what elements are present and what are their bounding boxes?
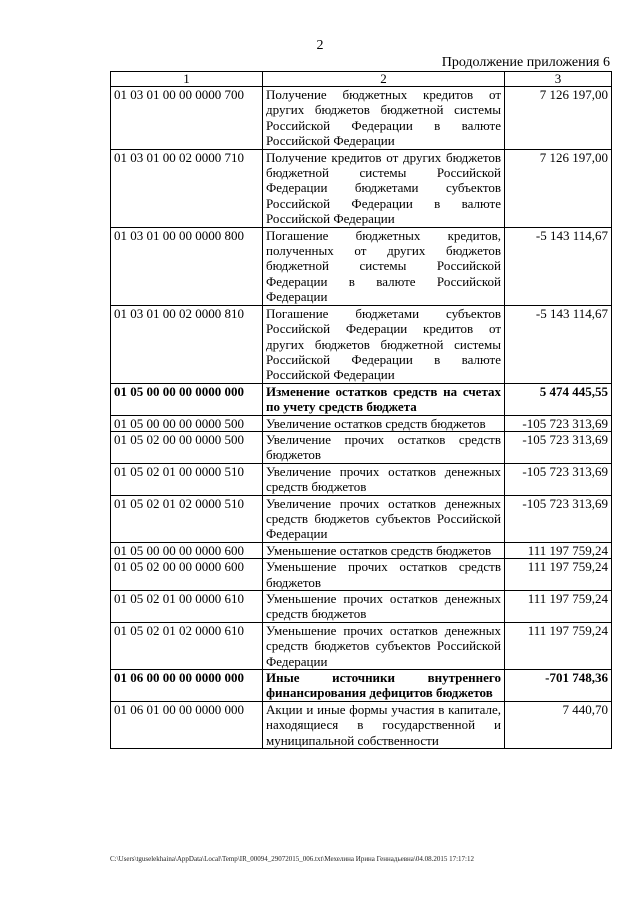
row-amount: -5 143 114,67 <box>505 227 612 305</box>
row-code: 01 05 02 00 00 0000 500 <box>111 431 263 463</box>
row-name: Увеличение остатков средств бюджетов <box>263 415 505 431</box>
row-amount: -105 723 313,69 <box>505 415 612 431</box>
page-number: 2 <box>316 38 324 53</box>
header-row <box>111 72 612 87</box>
row-amount: 111 197 759,24 <box>505 622 612 669</box>
continuation-label: Продолжение приложения 6 <box>441 55 610 70</box>
header-col-1: 1 <box>111 72 263 87</box>
table-row <box>111 87 612 150</box>
header-col-3: 3 <box>505 72 612 87</box>
row-code: 01 06 00 00 00 0000 000 <box>111 670 263 702</box>
table-row <box>111 463 612 495</box>
row-amount: 7 440,70 <box>505 701 612 748</box>
table-row <box>111 149 612 227</box>
table-row <box>111 670 612 702</box>
row-code: 01 03 01 00 00 0000 700 <box>111 87 263 150</box>
row-name: Увеличение прочих остатков денежных средств бюджетов субъектов Российской Федерации <box>263 495 505 542</box>
row-name: Погашение бюджетами субъектов Российской Федерации кредитов от других бюджетов бюджетной системы Российской Федерации в валюте Российской Федерации <box>263 305 505 383</box>
row-name: Увеличение прочих остатков денежных средств бюджетов <box>263 463 505 495</box>
row-amount: 7 126 197,00 <box>505 149 612 227</box>
row-code: 01 03 01 00 00 0000 800 <box>111 227 263 305</box>
row-name: Уменьшение остатков средств бюджетов <box>263 542 505 558</box>
row-name: Уменьшение прочих остатков денежных средств бюджетов <box>263 591 505 623</box>
row-name: Получение кредитов от других бюджетов бюджетной системы Российской Федерации бюджетами субъектов Российской Федерации в валюте Российской Федерации <box>263 149 505 227</box>
row-amount: -105 723 313,69 <box>505 495 612 542</box>
file-path-footer: C:\Users\tguselekhaina\AppData\Local\Temp\IR_00094_29072015_006.txt\Мехелина Ирина Геннадьевна\04.08.2015 17:17:12 <box>110 855 474 863</box>
row-amount: 7 126 197,00 <box>505 87 612 150</box>
row-code: 01 05 02 01 02 0000 510 <box>111 495 263 542</box>
row-name: Уменьшение прочих остатков средств бюджетов <box>263 559 505 591</box>
row-amount: 111 197 759,24 <box>505 542 612 558</box>
row-code: 01 03 01 00 02 0000 810 <box>111 305 263 383</box>
row-code: 01 05 02 00 00 0000 600 <box>111 559 263 591</box>
row-amount: -105 723 313,69 <box>505 431 612 463</box>
table-body <box>111 87 612 749</box>
row-code: 01 05 00 00 00 0000 600 <box>111 542 263 558</box>
table-row <box>111 622 612 669</box>
row-name: Погашение бюджетных кредитов, полученных от других бюджетов бюджетной системы Российской Федерации в валюте Российской Федерации <box>263 227 505 305</box>
table-row <box>111 559 612 591</box>
row-name: Получение бюджетных кредитов от других бюджетов бюджетной системы Российской Федерации в валюте Российской Федерации <box>263 87 505 150</box>
row-name: Уменьшение прочих остатков денежных средств бюджетов субъектов Российской Федерации <box>263 622 505 669</box>
row-amount: 111 197 759,24 <box>505 591 612 623</box>
table-row <box>111 701 612 748</box>
row-code: 01 05 00 00 00 0000 500 <box>111 415 263 431</box>
row-name: Иные источники внутреннего финансирования дефицитов бюджетов <box>263 670 505 702</box>
table-row <box>111 227 612 305</box>
table-row <box>111 431 612 463</box>
row-code: 01 05 02 01 00 0000 510 <box>111 463 263 495</box>
row-name: Акции и иные формы участия в капитале, находящиеся в государственной и муниципальной собственности <box>263 701 505 748</box>
row-code: 01 05 02 01 02 0000 610 <box>111 622 263 669</box>
table-row <box>111 495 612 542</box>
row-name: Изменение остатков средств на счетах по учету средств бюджета <box>263 383 505 415</box>
table-row <box>111 305 612 383</box>
row-code: 01 06 01 00 00 0000 000 <box>111 701 263 748</box>
table-row <box>111 542 612 558</box>
row-name: Увеличение прочих остатков средств бюджетов <box>263 431 505 463</box>
row-amount: -105 723 313,69 <box>505 463 612 495</box>
row-amount: -701 748,36 <box>505 670 612 702</box>
header-col-2: 2 <box>263 72 505 87</box>
row-code: 01 05 00 00 00 0000 000 <box>111 383 263 415</box>
table-header <box>111 72 612 87</box>
row-amount: 5 474 445,55 <box>505 383 612 415</box>
table-row <box>111 415 612 431</box>
row-amount: 111 197 759,24 <box>505 559 612 591</box>
row-code: 01 05 02 01 00 0000 610 <box>111 591 263 623</box>
table-row <box>111 591 612 623</box>
budget-sources-table <box>110 71 612 749</box>
row-code: 01 03 01 00 02 0000 710 <box>111 149 263 227</box>
row-amount: -5 143 114,67 <box>505 305 612 383</box>
table-row <box>111 383 612 415</box>
